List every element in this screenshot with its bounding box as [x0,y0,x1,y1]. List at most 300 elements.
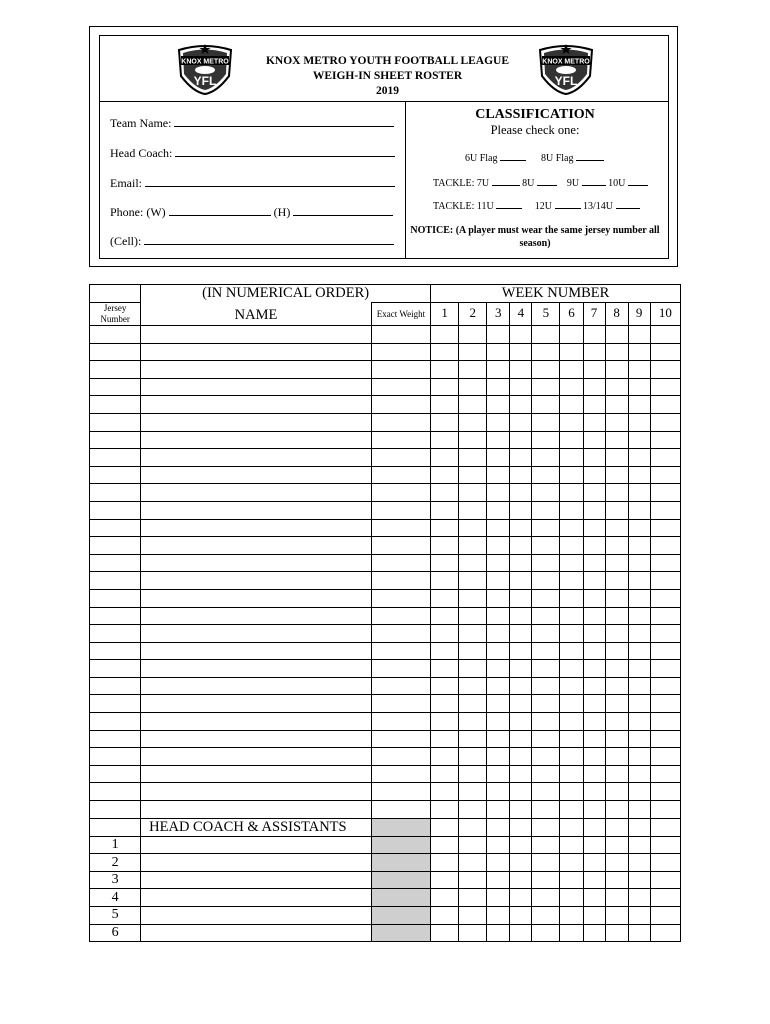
head-coach-field[interactable] [110,145,395,161]
flag-6u-checkbox[interactable] [500,151,526,161]
week-check-cell[interactable] [628,836,650,854]
week-check-cell[interactable] [459,431,487,449]
week-check-cell[interactable] [487,871,510,889]
week-check-cell[interactable] [459,889,487,907]
week-check-cell[interactable] [459,326,487,344]
week-check-cell[interactable] [605,677,628,695]
week-check-cell[interactable] [532,765,560,783]
week-check-cell[interactable] [583,748,605,766]
week-check-cell[interactable] [431,519,459,537]
jersey-cell[interactable] [90,642,141,660]
week-check-cell[interactable] [583,730,605,748]
week-check-cell[interactable] [650,748,680,766]
week-check-cell[interactable] [628,801,650,819]
week-check-cell[interactable] [560,431,583,449]
name-cell[interactable] [141,466,372,484]
jersey-cell[interactable] [90,396,141,414]
week-check-cell[interactable] [650,378,680,396]
week-check-cell[interactable] [532,413,560,431]
week-check-cell[interactable] [650,854,680,872]
week-check-cell[interactable] [487,343,510,361]
jersey-cell[interactable] [90,519,141,537]
week-check-cell[interactable] [583,378,605,396]
weight-cell[interactable] [371,361,430,379]
weight-cell[interactable] [371,519,430,537]
week-check-cell[interactable] [510,449,532,467]
week-check-cell[interactable] [605,431,628,449]
week-check-cell[interactable] [459,871,487,889]
week-check-cell[interactable] [605,818,628,836]
week-check-cell[interactable] [560,449,583,467]
week-check-cell[interactable] [583,431,605,449]
week-check-cell[interactable] [532,836,560,854]
jersey-cell[interactable] [90,413,141,431]
week-check-cell[interactable] [583,501,605,519]
week-check-cell[interactable] [583,765,605,783]
name-cell[interactable] [141,730,372,748]
week-check-cell[interactable] [650,431,680,449]
week-check-cell[interactable] [560,854,583,872]
week-check-cell[interactable] [583,889,605,907]
tackle-12u-checkbox[interactable] [555,199,581,209]
week-check-cell[interactable] [510,537,532,555]
week-check-cell[interactable] [510,730,532,748]
week-check-cell[interactable] [487,730,510,748]
week-check-cell[interactable] [650,818,680,836]
coach-name-cell[interactable] [141,854,372,872]
week-check-cell[interactable] [532,519,560,537]
week-check-cell[interactable] [431,554,459,572]
week-check-cell[interactable] [605,730,628,748]
jersey-cell[interactable] [90,713,141,731]
weight-cell[interactable] [371,730,430,748]
weight-cell[interactable] [371,537,430,555]
week-check-cell[interactable] [510,907,532,925]
week-check-cell[interactable] [532,343,560,361]
name-cell[interactable] [141,677,372,695]
week-check-cell[interactable] [431,748,459,766]
week-check-cell[interactable] [560,378,583,396]
week-check-cell[interactable] [431,783,459,801]
week-check-cell[interactable] [560,572,583,590]
week-check-cell[interactable] [532,730,560,748]
week-check-cell[interactable] [583,519,605,537]
week-check-cell[interactable] [650,625,680,643]
week-check-cell[interactable] [459,343,487,361]
name-cell[interactable] [141,519,372,537]
name-cell[interactable] [141,625,372,643]
week-check-cell[interactable] [650,677,680,695]
tackle-11u-checkbox[interactable] [496,199,522,209]
jersey-cell[interactable] [90,554,141,572]
jersey-cell[interactable] [90,589,141,607]
name-cell[interactable] [141,801,372,819]
week-check-cell[interactable] [431,378,459,396]
week-check-cell[interactable] [487,378,510,396]
tackle-7u-checkbox[interactable] [492,176,520,186]
jersey-cell[interactable] [90,449,141,467]
week-check-cell[interactable] [532,361,560,379]
week-check-cell[interactable] [560,660,583,678]
week-check-cell[interactable] [628,361,650,379]
week-check-cell[interactable] [510,677,532,695]
week-check-cell[interactable] [487,801,510,819]
week-check-cell[interactable] [583,713,605,731]
week-check-cell[interactable] [605,854,628,872]
week-check-cell[interactable] [628,854,650,872]
name-cell[interactable] [141,748,372,766]
week-check-cell[interactable] [532,431,560,449]
week-check-cell[interactable] [431,907,459,925]
week-check-cell[interactable] [650,537,680,555]
week-check-cell[interactable] [650,326,680,344]
weight-cell[interactable] [371,713,430,731]
week-check-cell[interactable] [532,677,560,695]
week-check-cell[interactable] [510,783,532,801]
week-check-cell[interactable] [431,730,459,748]
week-check-cell[interactable] [487,783,510,801]
week-check-cell[interactable] [431,572,459,590]
week-check-cell[interactable] [650,519,680,537]
week-check-cell[interactable] [459,818,487,836]
week-check-cell[interactable] [628,413,650,431]
week-check-cell[interactable] [510,748,532,766]
team-name-field[interactable] [110,115,394,131]
week-check-cell[interactable] [487,695,510,713]
weight-cell[interactable] [371,677,430,695]
week-check-cell[interactable] [459,677,487,695]
week-check-cell[interactable] [605,501,628,519]
week-check-cell[interactable] [510,660,532,678]
week-check-cell[interactable] [532,801,560,819]
jersey-cell[interactable] [90,572,141,590]
week-check-cell[interactable] [510,836,532,854]
week-check-cell[interactable] [510,871,532,889]
week-check-cell[interactable] [431,466,459,484]
week-check-cell[interactable] [583,484,605,502]
week-check-cell[interactable] [487,854,510,872]
week-check-cell[interactable] [650,449,680,467]
week-check-cell[interactable] [560,836,583,854]
week-check-cell[interactable] [605,801,628,819]
week-check-cell[interactable] [532,854,560,872]
week-check-cell[interactable] [628,871,650,889]
week-check-cell[interactable] [560,501,583,519]
week-check-cell[interactable] [510,484,532,502]
name-cell[interactable] [141,431,372,449]
week-check-cell[interactable] [605,713,628,731]
name-cell[interactable] [141,484,372,502]
week-check-cell[interactable] [650,572,680,590]
week-check-cell[interactable] [487,818,510,836]
name-cell[interactable] [141,589,372,607]
coach-name-cell[interactable] [141,889,372,907]
week-check-cell[interactable] [560,713,583,731]
phone-w-blank[interactable] [169,204,271,216]
week-check-cell[interactable] [628,748,650,766]
cell-blank[interactable] [144,233,394,245]
week-check-cell[interactable] [628,765,650,783]
week-check-cell[interactable] [431,484,459,502]
week-check-cell[interactable] [510,625,532,643]
week-check-cell[interactable] [431,677,459,695]
name-cell[interactable] [141,713,372,731]
week-check-cell[interactable] [459,413,487,431]
week-check-cell[interactable] [628,889,650,907]
week-check-cell[interactable] [487,765,510,783]
jersey-cell[interactable] [90,484,141,502]
week-check-cell[interactable] [431,695,459,713]
week-check-cell[interactable] [628,537,650,555]
week-check-cell[interactable] [510,589,532,607]
name-cell[interactable] [141,642,372,660]
week-check-cell[interactable] [628,642,650,660]
week-check-cell[interactable] [510,765,532,783]
week-check-cell[interactable] [459,501,487,519]
week-check-cell[interactable] [487,519,510,537]
weight-cell[interactable] [371,660,430,678]
week-check-cell[interactable] [487,625,510,643]
week-check-cell[interactable] [605,326,628,344]
jersey-cell[interactable] [90,431,141,449]
tackle-10u-checkbox[interactable] [628,176,648,186]
week-check-cell[interactable] [487,607,510,625]
week-check-cell[interactable] [583,677,605,695]
week-check-cell[interactable] [459,836,487,854]
week-check-cell[interactable] [583,836,605,854]
week-check-cell[interactable] [487,713,510,731]
week-check-cell[interactable] [583,695,605,713]
jersey-cell[interactable] [90,537,141,555]
jersey-cell[interactable] [90,730,141,748]
week-check-cell[interactable] [532,642,560,660]
week-check-cell[interactable] [605,361,628,379]
week-check-cell[interactable] [431,642,459,660]
week-check-cell[interactable] [431,625,459,643]
week-check-cell[interactable] [650,642,680,660]
week-check-cell[interactable] [431,801,459,819]
week-check-cell[interactable] [487,501,510,519]
week-check-cell[interactable] [532,783,560,801]
week-check-cell[interactable] [583,361,605,379]
week-check-cell[interactable] [628,554,650,572]
email-blank[interactable] [145,175,395,187]
week-check-cell[interactable] [560,801,583,819]
weight-cell[interactable] [371,326,430,344]
week-check-cell[interactable] [459,801,487,819]
week-check-cell[interactable] [583,554,605,572]
week-check-cell[interactable] [459,907,487,925]
week-check-cell[interactable] [583,818,605,836]
jersey-cell[interactable] [90,783,141,801]
team-name-blank[interactable] [174,115,394,127]
name-cell[interactable] [141,537,372,555]
week-check-cell[interactable] [560,907,583,925]
week-check-cell[interactable] [510,343,532,361]
week-check-cell[interactable] [487,907,510,925]
week-check-cell[interactable] [560,607,583,625]
week-check-cell[interactable] [650,660,680,678]
week-check-cell[interactable] [487,572,510,590]
weight-cell[interactable] [371,625,430,643]
week-check-cell[interactable] [650,871,680,889]
week-check-cell[interactable] [510,713,532,731]
week-check-cell[interactable] [459,660,487,678]
week-check-cell[interactable] [431,836,459,854]
week-check-cell[interactable] [431,589,459,607]
week-check-cell[interactable] [487,431,510,449]
week-check-cell[interactable] [605,924,628,942]
tackle-8u-checkbox[interactable] [537,176,557,186]
week-check-cell[interactable] [560,396,583,414]
week-check-cell[interactable] [605,572,628,590]
week-check-cell[interactable] [532,713,560,731]
week-check-cell[interactable] [628,589,650,607]
week-check-cell[interactable] [487,396,510,414]
week-check-cell[interactable] [510,642,532,660]
week-check-cell[interactable] [650,413,680,431]
week-check-cell[interactable] [560,519,583,537]
week-check-cell[interactable] [510,801,532,819]
week-check-cell[interactable] [583,572,605,590]
week-check-cell[interactable] [560,642,583,660]
week-check-cell[interactable] [431,660,459,678]
week-check-cell[interactable] [628,343,650,361]
week-check-cell[interactable] [510,554,532,572]
week-check-cell[interactable] [650,501,680,519]
flag-8u-checkbox[interactable] [576,151,604,161]
week-check-cell[interactable] [560,466,583,484]
week-check-cell[interactable] [510,607,532,625]
week-check-cell[interactable] [628,519,650,537]
week-check-cell[interactable] [628,783,650,801]
week-check-cell[interactable] [628,326,650,344]
week-check-cell[interactable] [560,871,583,889]
weight-cell[interactable] [371,765,430,783]
week-check-cell[interactable] [459,466,487,484]
week-check-cell[interactable] [628,431,650,449]
week-check-cell[interactable] [532,396,560,414]
week-check-cell[interactable] [532,537,560,555]
week-check-cell[interactable] [459,572,487,590]
week-check-cell[interactable] [431,413,459,431]
week-check-cell[interactable] [650,361,680,379]
week-check-cell[interactable] [650,484,680,502]
weight-cell[interactable] [371,396,430,414]
week-check-cell[interactable] [431,361,459,379]
jersey-cell[interactable] [90,378,141,396]
weight-cell[interactable] [371,484,430,502]
jersey-cell[interactable] [90,501,141,519]
tackle-13-14u-checkbox[interactable] [616,199,640,209]
week-check-cell[interactable] [605,378,628,396]
week-check-cell[interactable] [532,326,560,344]
week-check-cell[interactable] [605,554,628,572]
week-check-cell[interactable] [560,924,583,942]
name-cell[interactable] [141,695,372,713]
week-check-cell[interactable] [650,783,680,801]
week-check-cell[interactable] [583,660,605,678]
week-check-cell[interactable] [628,660,650,678]
week-check-cell[interactable] [583,854,605,872]
week-check-cell[interactable] [605,836,628,854]
week-check-cell[interactable] [532,607,560,625]
week-check-cell[interactable] [459,396,487,414]
week-check-cell[interactable] [431,713,459,731]
week-check-cell[interactable] [487,361,510,379]
weight-cell[interactable] [371,572,430,590]
name-cell[interactable] [141,765,372,783]
week-check-cell[interactable] [510,396,532,414]
week-check-cell[interactable] [628,677,650,695]
week-check-cell[interactable] [650,554,680,572]
tackle-9u-checkbox[interactable] [582,176,606,186]
name-cell[interactable] [141,572,372,590]
week-check-cell[interactable] [510,466,532,484]
weight-cell[interactable] [371,343,430,361]
week-check-cell[interactable] [628,818,650,836]
week-check-cell[interactable] [487,554,510,572]
week-check-cell[interactable] [459,713,487,731]
weight-cell[interactable] [371,783,430,801]
week-check-cell[interactable] [650,730,680,748]
week-check-cell[interactable] [650,924,680,942]
week-check-cell[interactable] [459,449,487,467]
week-check-cell[interactable] [628,607,650,625]
name-cell[interactable] [141,396,372,414]
week-check-cell[interactable] [431,818,459,836]
week-check-cell[interactable] [431,889,459,907]
week-check-cell[interactable] [560,413,583,431]
week-check-cell[interactable] [605,907,628,925]
week-check-cell[interactable] [431,871,459,889]
week-check-cell[interactable] [510,519,532,537]
week-check-cell[interactable] [510,924,532,942]
jersey-cell[interactable] [90,748,141,766]
week-check-cell[interactable] [532,660,560,678]
week-check-cell[interactable] [459,730,487,748]
jersey-cell[interactable] [90,801,141,819]
week-check-cell[interactable] [532,449,560,467]
cell-field[interactable] [110,233,394,249]
week-check-cell[interactable] [459,765,487,783]
week-check-cell[interactable] [532,695,560,713]
week-check-cell[interactable] [459,854,487,872]
week-check-cell[interactable] [431,765,459,783]
week-check-cell[interactable] [605,413,628,431]
week-check-cell[interactable] [459,519,487,537]
week-check-cell[interactable] [650,607,680,625]
week-check-cell[interactable] [650,765,680,783]
week-check-cell[interactable] [605,889,628,907]
week-check-cell[interactable] [510,326,532,344]
week-check-cell[interactable] [560,361,583,379]
week-check-cell[interactable] [605,484,628,502]
week-check-cell[interactable] [583,642,605,660]
week-check-cell[interactable] [628,695,650,713]
name-cell[interactable] [141,378,372,396]
week-check-cell[interactable] [583,449,605,467]
week-check-cell[interactable] [487,537,510,555]
week-check-cell[interactable] [583,924,605,942]
week-check-cell[interactable] [560,677,583,695]
name-cell[interactable] [141,361,372,379]
jersey-cell[interactable] [90,765,141,783]
week-check-cell[interactable] [560,326,583,344]
week-check-cell[interactable] [560,589,583,607]
week-check-cell[interactable] [583,607,605,625]
week-check-cell[interactable] [605,589,628,607]
